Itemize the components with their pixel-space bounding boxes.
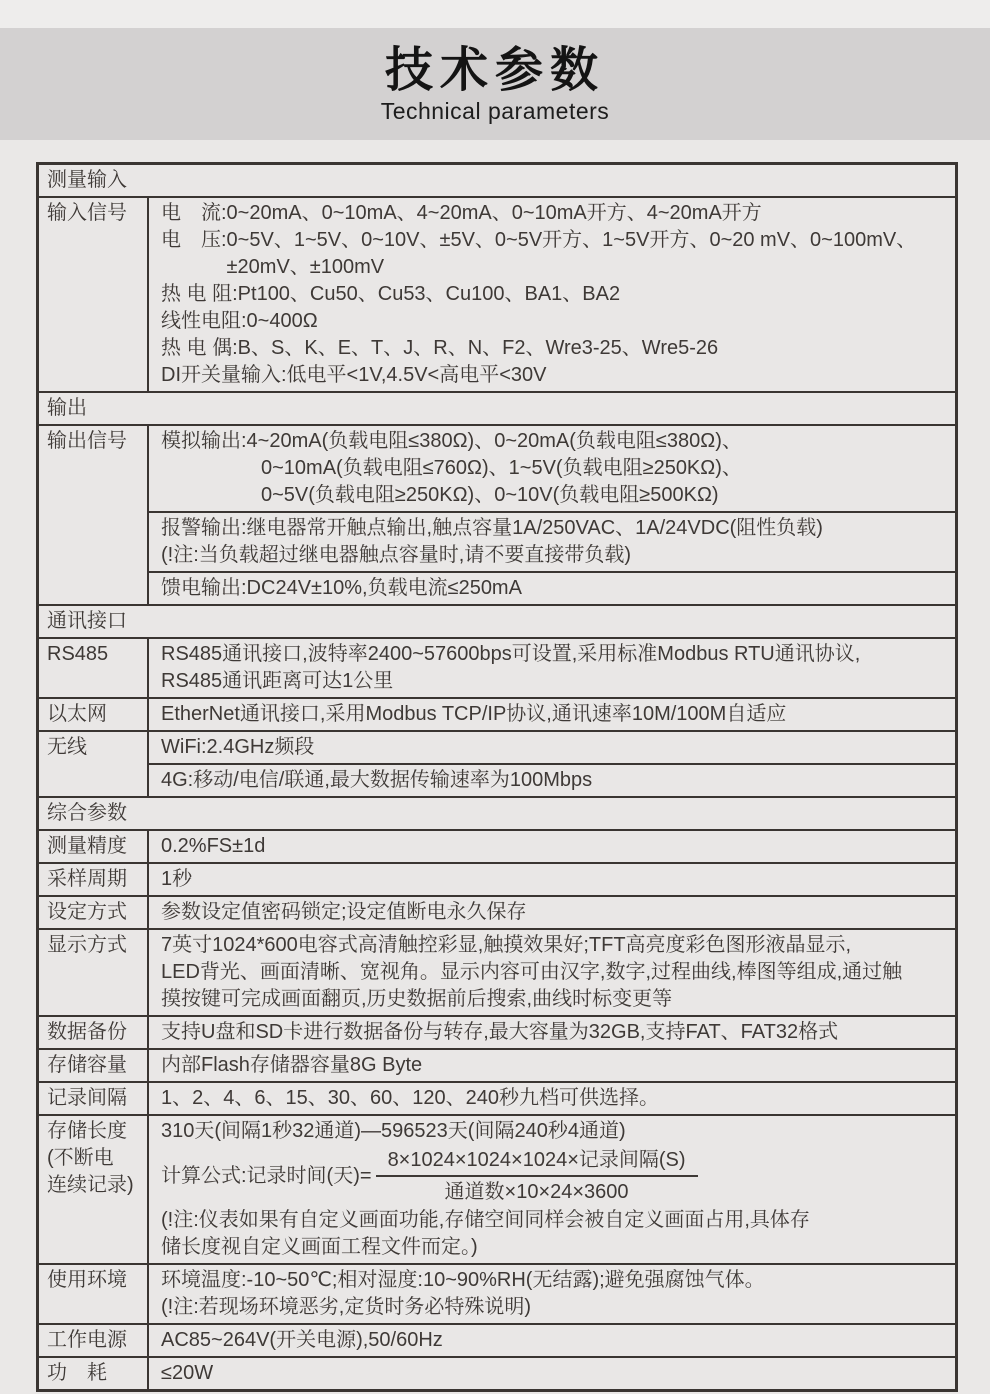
row-content [149,1358,955,1389]
content-block [149,1358,955,1389]
text-line: ±20mV、±100mV [161,256,385,278]
row-content [149,1083,955,1114]
spec-row [39,1263,955,1323]
section-header: 输出 [39,391,955,424]
spec-row [39,1015,955,1048]
content-block [149,763,955,796]
row-content [149,639,955,697]
text-line: 参数设定值密码锁定;设定值断电永久保存 [161,901,527,923]
row-label-line: 存储长度 [47,1120,127,1142]
text-line: (!注:仪表如果有自定义画面功能,存储空间同样会被自定义画面占用,具体存 [161,1209,810,1231]
text-line: WiFi:2.4GHz频段 [161,736,315,758]
page-title: 技术参数 [384,43,605,97]
text-line: 环境温度:-10~50℃;相对湿度:10~90%RH(无结露);避免强腐蚀气体。 [161,1269,765,1291]
row-label: 使用环境 [39,1265,149,1323]
text-line: 0.2%FS±1d [161,835,266,857]
text-line: DI开关量输入:低电平<1V,4.5V<高电平<30V [161,364,547,386]
text-line: (!注:若现场环境恶劣,定货时务必特殊说明) [161,1296,531,1318]
row-label: RS485 [39,639,149,697]
row-content [149,1265,955,1323]
text-line: RS485通讯接口,波特率2400~57600bps可设置,采用标准Modbus RTU通讯协议, [161,643,861,665]
spec-row [39,1048,955,1081]
section-header: 通讯接口 [39,604,955,637]
row-label: 测量精度 [39,831,149,862]
row-label: 工作电源 [39,1325,149,1356]
spec-row [39,862,955,895]
row-label: 输出信号 [39,426,149,604]
text-line: 线性电阻:0~400Ω [161,310,318,332]
text-line: 馈电输出:DC24V±10%,负载电流≤250mA [161,577,522,599]
top-strip [0,0,990,28]
spec-table [36,162,958,1392]
text-line: 7英寸1024*600电容式高清触控彩显,触摸效果好;TFT高亮度彩色图形液晶显示, [161,934,852,956]
text-line: 0~5V(负载电阻≥250KΩ)、0~10V(负载电阻≥500KΩ) [161,484,719,506]
row-label: 记录间隔 [39,1083,149,1114]
spec-row [39,895,955,928]
text-line: RS485通讯距离可达1公里 [161,670,394,692]
row-label: 无线 [39,732,149,796]
formula-numerator: 8×1024×1024×1024×记录间隔(S) [376,1148,698,1177]
row-label: 以太网 [39,699,149,730]
text-line: AC85~264V(开关电源),50/60Hz [161,1329,443,1351]
content-block [149,930,955,1015]
spec-row [39,1114,955,1263]
section-header: 测量输入 [47,169,127,191]
text-line: 模拟输出:4~20mA(负载电阻≤380Ω)、0~20mA(负载电阻≤380Ω)、 [161,430,742,452]
spec-row [39,1081,955,1114]
text-line: 310天(间隔1秒32通道)—596523天(间隔240秒4通道) [161,1120,626,1142]
text-line: 摸按键可完成画面翻页,历史数据前后搜索,曲线时标变更等 [161,988,673,1010]
row-label-line: (不断电 [47,1147,114,1169]
content-block [149,511,955,571]
content-block [149,732,955,763]
content-block [149,198,955,391]
row-content [149,831,955,862]
row-content [149,732,955,796]
text-line: 1、2、4、6、15、30、60、120、240秒九档可供选择。 [161,1087,659,1109]
formula-denominator: 通道数×10×24×3600 [444,1181,629,1203]
text-line: 0~10mA(负载电阻≤760Ω)、1~5V(负载电阻≥250KΩ)、 [161,457,742,479]
section-header: 综合参数 [39,796,955,829]
text-line: 4G:移动/电信/联通,最大数据传输速率为100Mbps [161,769,593,791]
text-line: EtherNet通讯接口,采用Modbus TCP/IP协议,通讯速率10M/100M自适应 [161,703,787,725]
text-line: LED背光、画面清晰、宽视角。显示内容可由汉字,数字,过程曲线,棒图等组成,通过触 [161,961,903,983]
content-block [149,1050,955,1081]
text-line: 报警输出:继电器常开触点输出,触点容量1A/250VAC、1A/24VDC(阻性负载) [161,517,823,539]
row-label [39,1116,149,1263]
content-block [149,699,955,730]
text-line: 支持U盘和SD卡进行数据备份与转存,最大容量为32GB,支持FAT、FAT32格式 [161,1021,839,1043]
row-label: 输入信号 [39,198,149,391]
content-block [149,1017,955,1048]
content-block [149,1325,955,1356]
title-band [0,28,990,140]
text-line: 储长度视自定义画面工程文件而定。) [161,1236,478,1258]
row-content [149,1116,955,1263]
row-content [149,1017,955,1048]
spec-row [39,928,955,1015]
text-line: 电 流:0~20mA、0~10mA、4~20mA、0~10mA开方、4~20mA开方 [161,202,762,224]
spec-row [39,637,955,697]
spec-row [39,829,955,862]
row-label: 设定方式 [39,897,149,928]
formula-prefix: 计算公式:记录时间(天)= [161,1165,372,1187]
text-line: 热 电 阻:Pt100、Cu50、Cu53、Cu100、BA1、BA2 [161,283,621,305]
row-content [149,930,955,1015]
row-content [149,426,955,604]
text-line: 1秒 [161,868,193,890]
spec-row [39,1356,955,1389]
row-content [149,198,955,391]
spec-row [39,697,955,730]
row-content [149,699,955,730]
row-content [149,1050,955,1081]
content-block [149,1116,955,1263]
text-line: 内部Flash存储器容量8G Byte [161,1054,423,1076]
row-label: 采样周期 [39,864,149,895]
content-block [149,571,955,604]
content-block [149,1265,955,1323]
row-content [149,864,955,895]
text-line: 热 电 偶:B、S、K、E、T、J、R、N、F2、Wre3-25、Wre5-26 [161,337,719,359]
formula-fraction [376,1148,698,1204]
spec-row [39,196,955,391]
content-block [149,639,955,697]
text-line: 电 压:0~5V、1~5V、0~10V、±5V、0~5V开方、1~5V开方、0~20 mV、0~100mV、 [161,229,917,251]
row-label: 存储容量 [39,1050,149,1081]
text-line: (!注:当负载超过继电器触点容量时,请不要直接带负载) [161,544,631,566]
content-block [149,1083,955,1114]
spec-row [39,424,955,604]
row-label: 显示方式 [39,930,149,1015]
spec-row [39,1323,955,1356]
content-block [149,897,955,928]
content-block [149,864,955,895]
text-line: ≤20W [161,1362,214,1384]
content-block [149,426,955,511]
row-label: 数据备份 [39,1017,149,1048]
page-subtitle: Technical parameters [380,97,610,124]
content-block [149,831,955,862]
row-content [149,1325,955,1356]
row-label: 功 耗 [39,1358,149,1389]
row-label-line: 连续记录) [47,1174,134,1196]
spec-row [39,730,955,796]
storage-formula [161,1148,947,1204]
row-content [149,897,955,928]
